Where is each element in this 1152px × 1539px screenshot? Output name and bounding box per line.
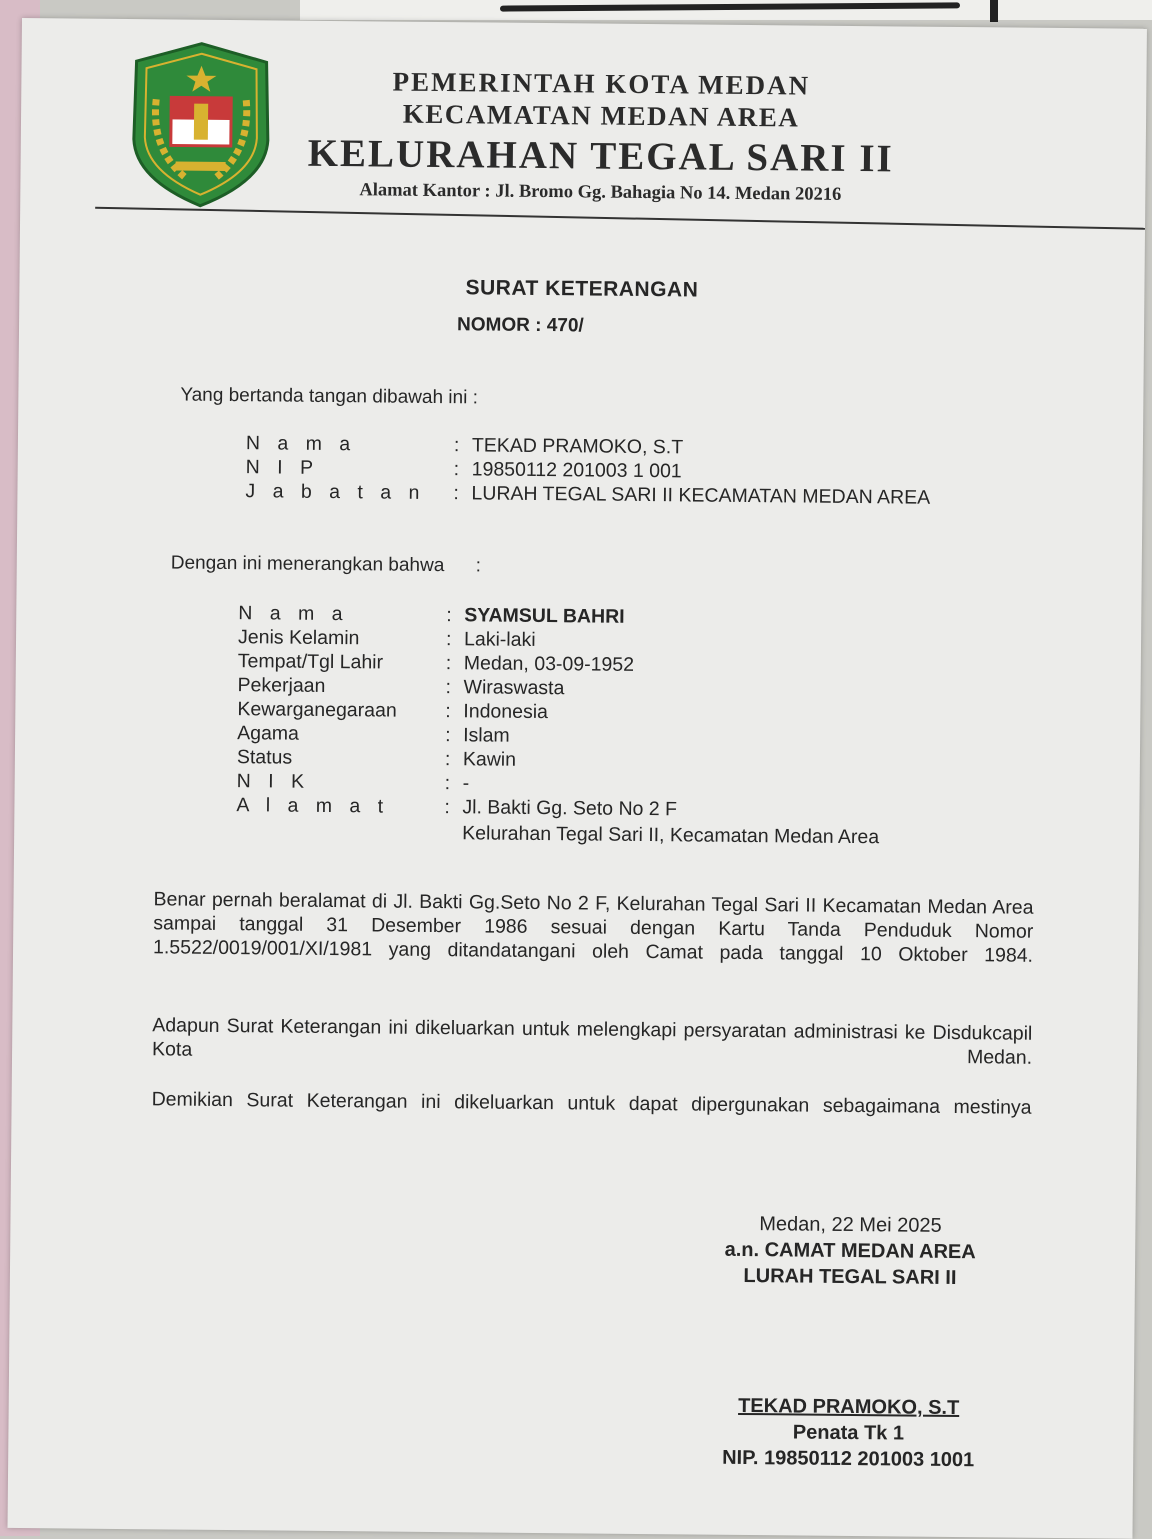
field-colon: : xyxy=(453,482,459,505)
field-value: LURAH TEGAL SARI II KECAMATAN MEDAN AREA xyxy=(471,482,931,509)
signatory-name: TEKAD PRAMOKO, S.T xyxy=(738,1394,960,1420)
ink-mark xyxy=(990,0,998,22)
field-colon: : xyxy=(444,748,451,771)
letterhead xyxy=(240,64,961,209)
field-label: Status xyxy=(236,746,293,769)
field-value: TEKAD PRAMOKO, S.T xyxy=(471,434,684,459)
letterhead-address: Alamat Kantor : Jl. Bromo Gg. Bahagia No 14. Medan 20216 xyxy=(359,180,842,205)
field-colon: : xyxy=(445,700,451,723)
field-label: Jenis Kelamin xyxy=(237,626,360,650)
field-value: SYAMSUL BAHRI xyxy=(464,604,625,628)
field-value: Jl. Bakti Gg. Seto No 2 F xyxy=(462,796,678,821)
field-colon: : xyxy=(445,628,452,651)
field-colon: : xyxy=(444,796,450,819)
field-value: Medan, 03-09-1952 xyxy=(463,652,635,676)
signatory-nip: NIP. 19850112 201003 1001 xyxy=(722,1446,975,1472)
intro-text: Yang bertanda tangan dibawah ini : xyxy=(180,384,479,409)
field-value: Kawin xyxy=(462,748,517,771)
statement-colon: : xyxy=(475,555,482,577)
statement-text xyxy=(171,551,481,578)
field-label: N a m a xyxy=(245,432,357,456)
field-value: Indonesia xyxy=(463,700,549,724)
signature-place-date: Medan, 22 Mei 2025 xyxy=(759,1213,942,1237)
statement-label: Dengan ini menerangkan bahwa xyxy=(170,552,445,577)
field-value: Kelurahan Tegal Sari II, Kecamatan Medan Area xyxy=(462,822,880,849)
field-label: Kewarganegaraan xyxy=(237,698,397,722)
letterhead-office: KELURAHAN TEGAL SARI II xyxy=(307,131,894,181)
signatory-rank: Penata Tk 1 xyxy=(792,1421,905,1445)
signature-on-behalf: a.n. CAMAT MEDAN AREA xyxy=(724,1238,976,1264)
field-label: A l a m a t xyxy=(236,794,390,818)
field-colon: : xyxy=(446,604,452,627)
signature-block xyxy=(690,1210,1011,1291)
paragraph-residence: Benar pernah beralamat di Jl. Bakti Gg.Seto No 2 F, Kelurahan Tegal Sari II Kecamatan Medan Area sampai tanggal 31 Desember 1986 sesuai dengan Kartu Tanda Penduduk Nomor 1.5522/0019/001/XI/1981 yang ditandatangani oleh Camat pada tanggal 10 Oktober 1984. xyxy=(152,888,1034,967)
field-label: N a m a xyxy=(238,602,349,626)
field-colon: : xyxy=(444,772,451,795)
field-label: N I P xyxy=(245,456,320,479)
paragraph-closing: Demikian Surat Keterangan ini dikeluarkan untuk dapat dipergunakan sebagaimana mestinya xyxy=(151,1088,1032,1119)
field-value: - xyxy=(462,772,470,795)
field-label: N I K xyxy=(236,770,311,793)
letterhead-government: PEMERINTAH KOTA MEDAN xyxy=(392,66,811,101)
field-value: 19850112 201003 1 001 xyxy=(471,458,682,483)
field-colon: : xyxy=(453,458,460,481)
letterhead-divider xyxy=(95,207,1145,230)
field-label: Pekerjaan xyxy=(237,674,326,697)
document-title: SURAT KETERANGAN xyxy=(465,276,699,302)
paragraph-purpose: Adapun Surat Keterangan ini dikeluarkan untuk melengkapi persyaratan administrasi ke Disdukcapil Kota Medan. xyxy=(152,1014,1033,1069)
field-value: Islam xyxy=(463,724,510,747)
field-value: Laki-laki xyxy=(463,628,536,651)
field-colon: : xyxy=(445,724,451,747)
field-label: J a b a t a n xyxy=(245,480,426,504)
field-colon: : xyxy=(453,434,460,457)
letterhead-district: KECAMATAN MEDAN AREA xyxy=(402,98,800,133)
field-colon: : xyxy=(445,652,452,675)
field-colon: : xyxy=(445,676,452,699)
field-label: Agama xyxy=(237,722,300,745)
field-value: Wiraswasta xyxy=(463,676,565,700)
signature-position: LURAH TEGAL SARI II xyxy=(743,1264,957,1290)
field-label: Tempat/Tgl Lahir xyxy=(237,650,384,674)
document-number: NOMOR : 470/ xyxy=(456,314,584,337)
signatory-block xyxy=(688,1392,1009,1473)
letter-page xyxy=(8,18,1147,1539)
